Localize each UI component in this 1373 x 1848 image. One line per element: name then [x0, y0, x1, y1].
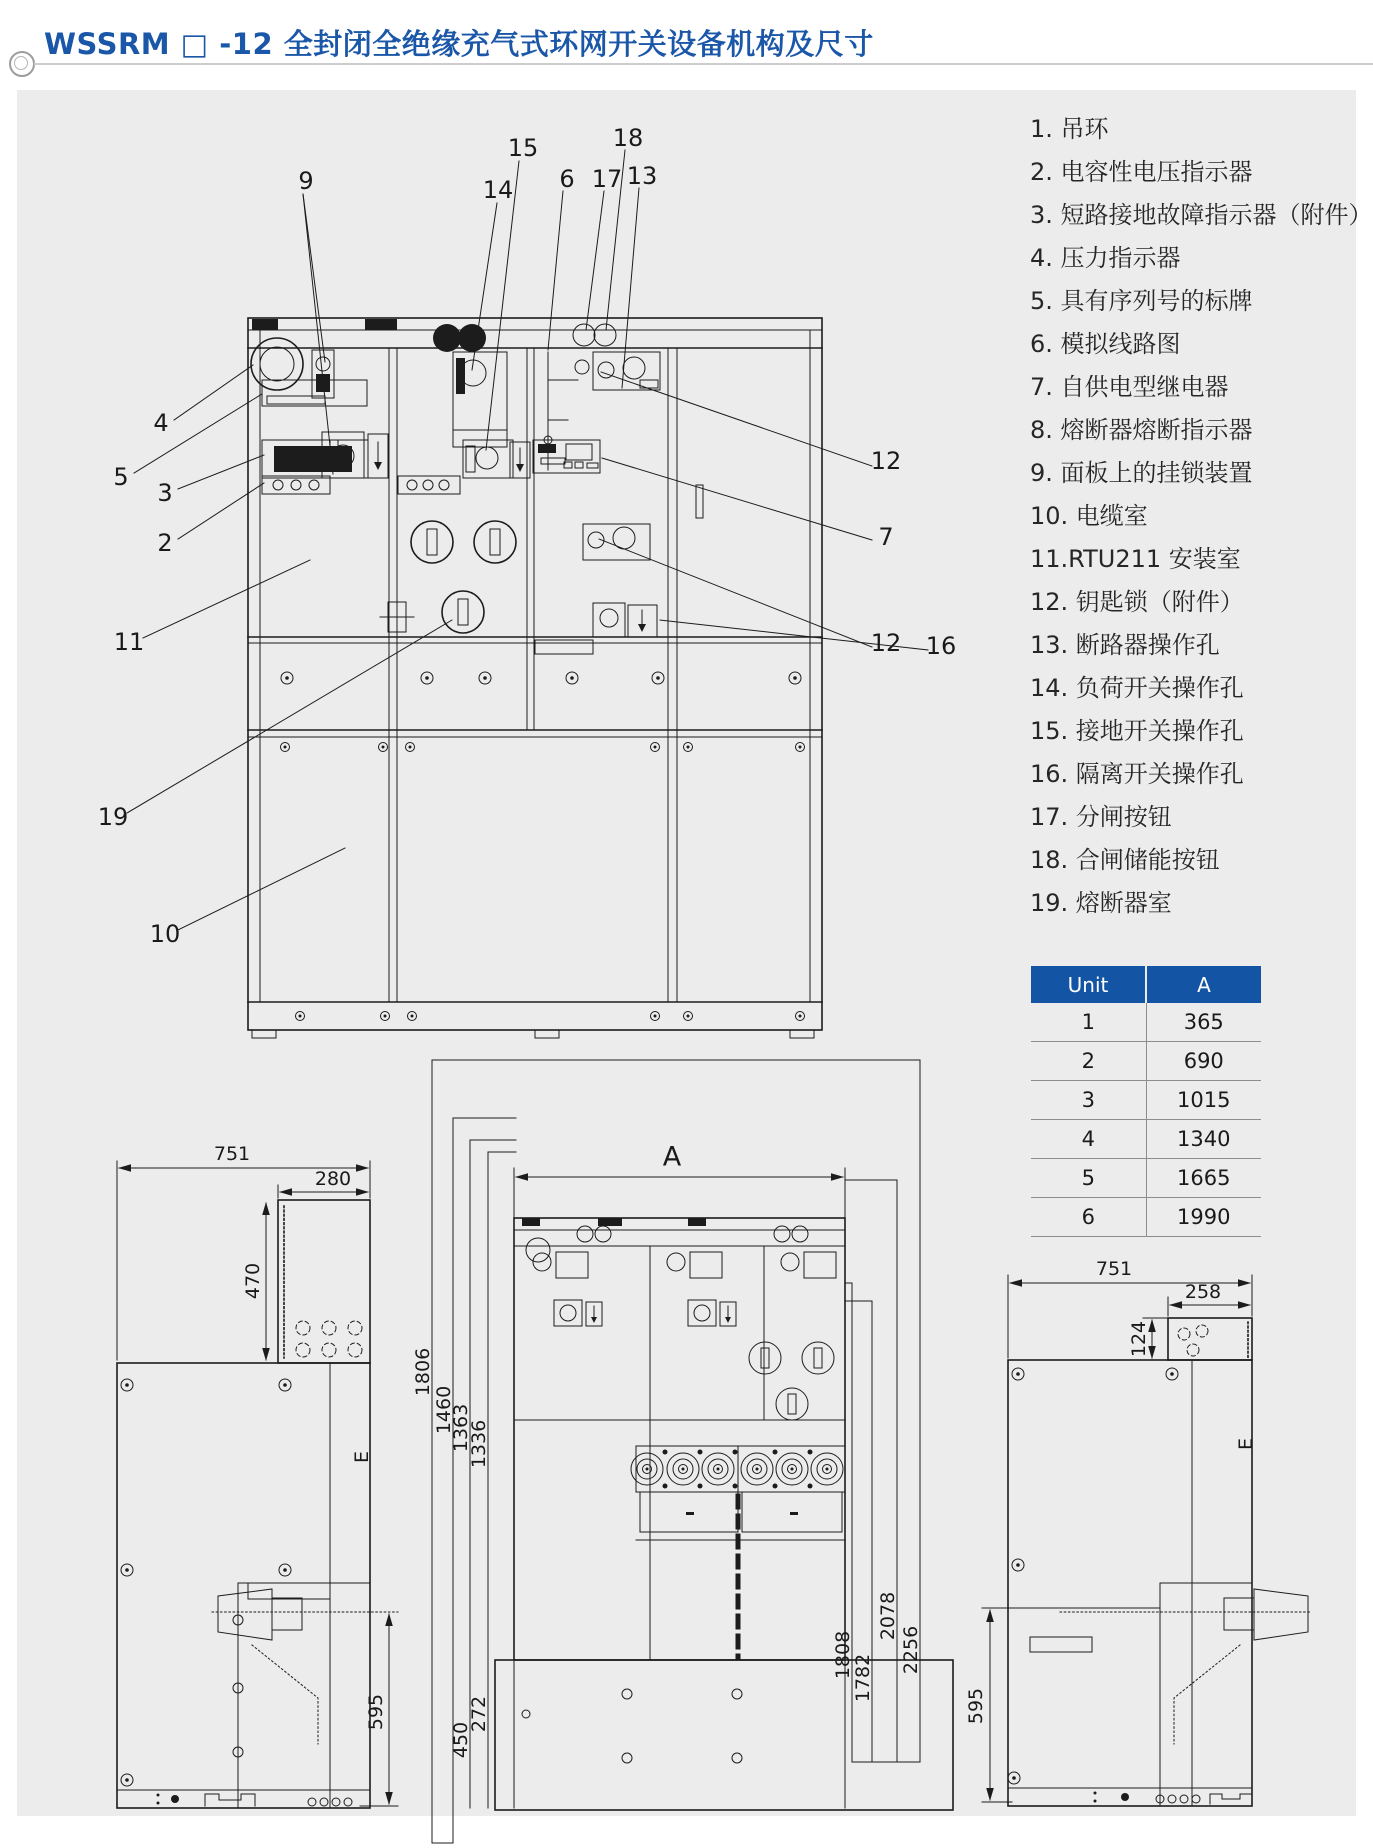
size-table-cell: 2: [1031, 1042, 1146, 1081]
legend-item: 11.RTU211 安装室: [1030, 545, 1241, 573]
legend-item: 12. 钥匙锁（附件）: [1030, 588, 1244, 616]
size-table-cell: 1015: [1146, 1081, 1261, 1120]
legend-item: 2. 电容性电压指示器: [1030, 158, 1253, 186]
close-button-icon: [458, 324, 486, 352]
legend-item: 13. 断路器操作孔: [1030, 631, 1220, 659]
size-table-cell: 1665: [1146, 1159, 1261, 1198]
dim-label-258: 258: [1184, 1281, 1222, 1303]
legend-item: 9. 面板上的挂锁装置: [1030, 459, 1253, 487]
pressure-gauge: [251, 338, 303, 390]
size-table-cell: 1990: [1146, 1198, 1261, 1237]
parts-legend: [1030, 108, 1373, 925]
size-table-cell: 1340: [1146, 1120, 1261, 1159]
table-row: [1031, 1042, 1261, 1081]
dim-label-1782: 1782: [852, 1653, 874, 1703]
callout-7: 7: [878, 523, 894, 551]
size-table: [1031, 966, 1261, 1237]
callout-16: 16: [925, 632, 957, 660]
dim-label-E: E: [1235, 1437, 1257, 1451]
cable-bushings: [631, 1446, 845, 1492]
legend-item: 17. 分闸按钮: [1030, 803, 1172, 831]
operating-handle: [218, 1589, 302, 1640]
table-row: [1031, 1159, 1261, 1198]
dim-label-124: 124: [1128, 1320, 1150, 1358]
dim-label-751: 751: [213, 1143, 251, 1165]
size-table-header-row: [1031, 966, 1261, 1003]
fault-indicator: [262, 440, 368, 478]
dim-label-1460: 1460: [433, 1385, 455, 1435]
callout-5: 5: [113, 463, 129, 491]
callout-9: 9: [298, 167, 314, 195]
callout-3: 3: [157, 479, 173, 507]
dim-label-1363: 1363: [450, 1403, 472, 1453]
charge-button-icon: [594, 324, 616, 346]
legend-item: 16. 隔离开关操作孔: [1030, 760, 1244, 788]
serial-nameplate: [262, 380, 367, 406]
callout-2: 2: [157, 529, 173, 557]
callout-17: 17: [591, 165, 623, 193]
dim-label-1336: 1336: [468, 1419, 490, 1469]
relay-unit: [533, 440, 600, 473]
middle-front-view: [495, 1218, 953, 1810]
dim-label-2256: 2256: [900, 1625, 922, 1675]
close-button-icon: [433, 324, 461, 352]
callout-13: 13: [626, 162, 658, 190]
table-row: [1031, 1198, 1261, 1237]
size-table-cell: 5: [1031, 1159, 1146, 1198]
table-row: [1031, 1003, 1261, 1042]
dim-label-A: A: [662, 1141, 682, 1173]
dim-label-595: 595: [965, 1687, 987, 1725]
size-table-cell: 365: [1146, 1003, 1261, 1042]
table-row: [1031, 1081, 1261, 1120]
padlock-device: [312, 350, 334, 398]
fuse-access-hole: [749, 1342, 834, 1420]
legend-item: 10. 电缆室: [1030, 502, 1148, 530]
dim-label-751: 751: [1095, 1258, 1133, 1280]
legend-item: 8. 熔断器熔断指示器: [1030, 416, 1253, 444]
legend-item: 19. 熔断器室: [1030, 889, 1172, 917]
legend-item: 5. 具有序列号的标牌: [1030, 287, 1253, 315]
dim-label-E: E: [351, 1450, 373, 1464]
callout-4: 4: [153, 409, 169, 437]
key-lock: [583, 524, 650, 560]
legend-item: 18. 合闸储能按钮: [1030, 846, 1220, 874]
dim-label-2078: 2078: [877, 1591, 899, 1641]
callout-18: 18: [612, 124, 644, 152]
callout-10: 10: [149, 920, 181, 948]
size-table-cell: 3: [1031, 1081, 1146, 1120]
callout-6: 6: [559, 165, 575, 193]
dim-label-470: 470: [242, 1262, 264, 1300]
open-button-icon: [573, 324, 595, 346]
operating-handle: [1224, 1589, 1308, 1640]
front-view-drawing: [248, 318, 822, 1038]
dim-label-1806: 1806: [412, 1347, 434, 1397]
dim-label-595: 595: [365, 1693, 387, 1731]
callout-19: 19: [97, 803, 129, 831]
size-table-cell: 4: [1031, 1120, 1146, 1159]
legend-item: 14. 负荷开关操作孔: [1030, 674, 1244, 702]
legend-item: 7. 自供电型继电器: [1030, 373, 1229, 401]
legend-item: 6. 模拟线路图: [1030, 330, 1181, 358]
legend-item: 15. 接地开关操作孔: [1030, 717, 1244, 745]
page-title: WSSRM □ -12 全封闭全绝缘充气式环网开关设备机构及尺寸: [44, 27, 874, 61]
legend-item: 4. 压力指示器: [1030, 244, 1181, 272]
size-table-header: Unit: [1031, 966, 1146, 1003]
callout-15: 15: [507, 134, 539, 162]
right-side-view: [1008, 1318, 1310, 1806]
callout-12: 12: [870, 447, 902, 475]
callout-12: 12: [870, 629, 902, 657]
dim-label-1808: 1808: [832, 1630, 854, 1680]
dim-label-280: 280: [314, 1168, 352, 1190]
lifting-tab: [365, 319, 397, 330]
size-table-cell: 690: [1146, 1042, 1261, 1081]
dim-label-450: 450: [450, 1721, 472, 1759]
callout-14: 14: [482, 176, 514, 204]
legend-item: 3. 短路接地故障指示器（附件）: [1030, 201, 1373, 229]
callout-11: 11: [113, 628, 145, 656]
key-lock: [593, 352, 660, 390]
table-row: [1031, 1120, 1261, 1159]
dim-label-272: 272: [468, 1695, 490, 1733]
left-side-view: [117, 1200, 398, 1808]
size-table-cell: 1: [1031, 1003, 1146, 1042]
legend-item: 1. 吊环: [1030, 115, 1109, 143]
size-table-cell: 6: [1031, 1198, 1146, 1237]
lifting-tab: [252, 319, 278, 330]
fuse-access-hole: [411, 521, 516, 633]
size-table-header: A: [1146, 966, 1261, 1003]
